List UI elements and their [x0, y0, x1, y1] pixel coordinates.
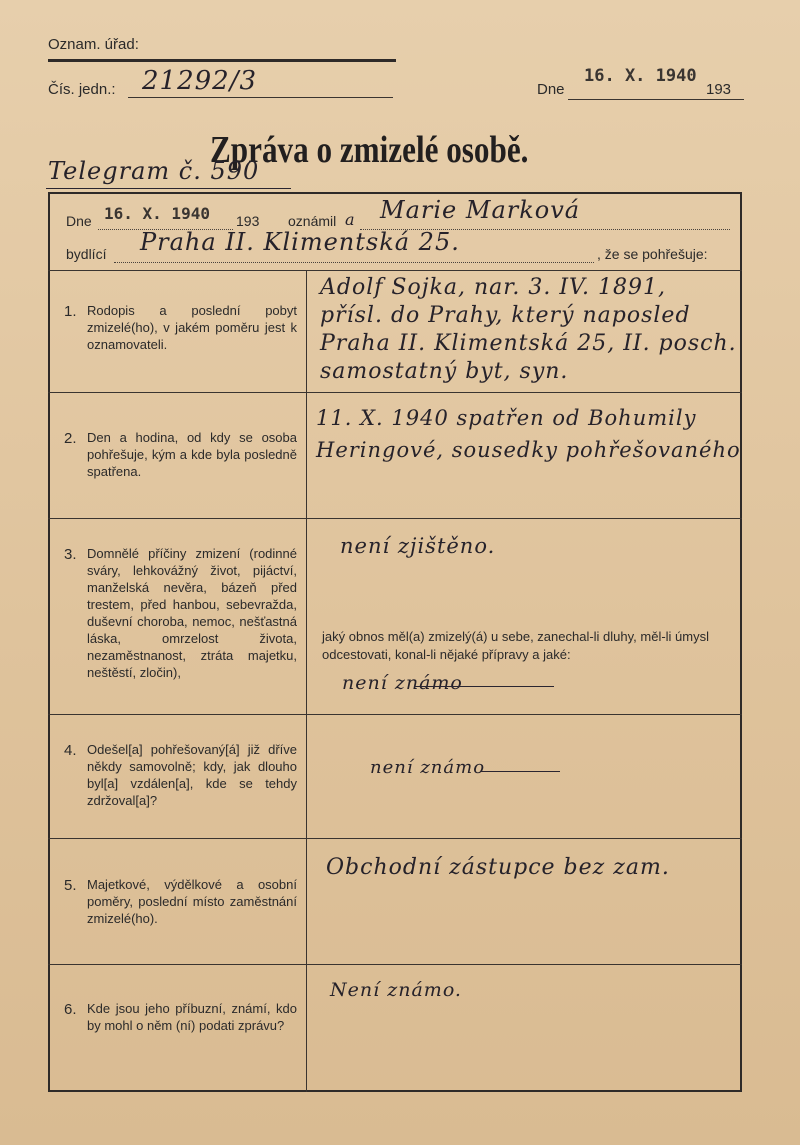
- answer-line: Není známo.: [330, 979, 462, 1001]
- row-divider: [48, 392, 742, 393]
- header-rule: [48, 59, 396, 62]
- question-text: Majetkové, výdělkové a osobní poměry, poslední místo zaměstnání zmizelé(ho).: [87, 877, 297, 926]
- date-stamp: 16. X. 1940: [584, 66, 697, 86]
- answer-line: samostatný byt, syn.: [320, 359, 569, 384]
- intro-year: 193: [236, 213, 260, 229]
- question-number: 1.: [64, 303, 77, 320]
- subquestion-text: jaký obnos měl(a) zmizelý(á) u sebe, zanechal-li dluhy, měl-li úmysl odcestovati, konal-li nějaké přípravy a jaké:: [322, 629, 710, 662]
- question-text: Odešel[a] pohřešovaný[á] již dříve někdy samovolně; kdy, jak dlouho byl[a] vzdálen[a], kde se tehdy zdržoval[a]?: [87, 742, 297, 808]
- answer-line: Obchodní zástupce bez zam.: [326, 855, 670, 880]
- row-divider: [48, 714, 742, 715]
- answer-line: není známo: [370, 757, 486, 778]
- sub-answer: není známo: [342, 672, 463, 694]
- telegram-underline: [46, 188, 291, 189]
- answer-line: Heringové, sousedky pohřešovaného: [316, 438, 741, 462]
- row-divider: [48, 518, 742, 519]
- answer-block: [316, 402, 744, 466]
- residence-label: bydlící: [66, 246, 107, 262]
- residence-line: [114, 262, 594, 263]
- question-number: 4.: [64, 742, 77, 759]
- question-text: Rodopis a poslední pobyt zmizelé(ho), v jakém poměru jest k oznamovateli.: [87, 303, 297, 352]
- reference-label: Čís. jedn.:: [48, 81, 116, 98]
- row-divider: [48, 964, 742, 965]
- answer-line: Praha II. Klimentská 25, II. posch.: [320, 331, 737, 356]
- question-number: 3.: [64, 546, 77, 563]
- column-divider: [306, 270, 307, 1092]
- residence-value: Praha II. Klimentská 25.: [140, 228, 460, 256]
- question-number: 5.: [64, 877, 77, 894]
- office-label: Oznam. úřad:: [48, 36, 139, 53]
- question-text: Kde jsou jeho příbuzní, známí, kdo by mohl o něm (ní) podati zprávu?: [87, 1001, 297, 1033]
- date-label: Dne: [537, 81, 565, 98]
- reported-label: oznámil: [288, 213, 337, 229]
- page-title: Zpráva o zmizelé osobě.: [210, 129, 529, 171]
- reference-line: [128, 97, 393, 98]
- question-number: 2.: [64, 430, 77, 447]
- answer-line: 11. X. 1940 spatřen od Bohumily: [316, 406, 697, 430]
- date-line: [568, 99, 744, 100]
- missing-label: , že se pohřešuje:: [597, 246, 708, 262]
- year-print: 193: [706, 81, 732, 98]
- intro-date-stamp: 16. X. 1940: [104, 204, 210, 223]
- reporter-name: Marie Marková: [380, 196, 581, 224]
- answer-line: Adolf Sojka, nar. 3. IV. 1891,: [320, 275, 667, 300]
- question-text: Den a hodina, od kdy se osoba pohřešuje, kým a kde byla posledně spatřena.: [87, 430, 297, 479]
- question-text: Domnělé příčiny zmizení (rodinné sváry, lehkovážný život, pijáctví, manželská nevěra, bázeň před trestem, před hanbou, sebevražda, duševní choroba, nemoc, nešťastná láska, omrzelost života, nezaměstnanost, ztráta majetku, neštěstí, zločin),: [87, 546, 297, 680]
- answer-block: [320, 274, 740, 386]
- reference-number: 21292/3: [142, 66, 258, 96]
- strike-line: [480, 771, 560, 772]
- answer-line: není zjištěno.: [340, 534, 496, 558]
- question-number: 6.: [64, 1001, 77, 1018]
- reported-suffix: a: [345, 210, 356, 229]
- row-divider: [48, 270, 742, 271]
- answer-line: přísl. do Prahy, který naposled: [320, 303, 691, 328]
- intro-date-label: Dne: [66, 213, 92, 229]
- strike-line: [414, 686, 554, 687]
- telegram-note: Telegram č. 590: [48, 157, 260, 185]
- row-divider: [48, 838, 742, 839]
